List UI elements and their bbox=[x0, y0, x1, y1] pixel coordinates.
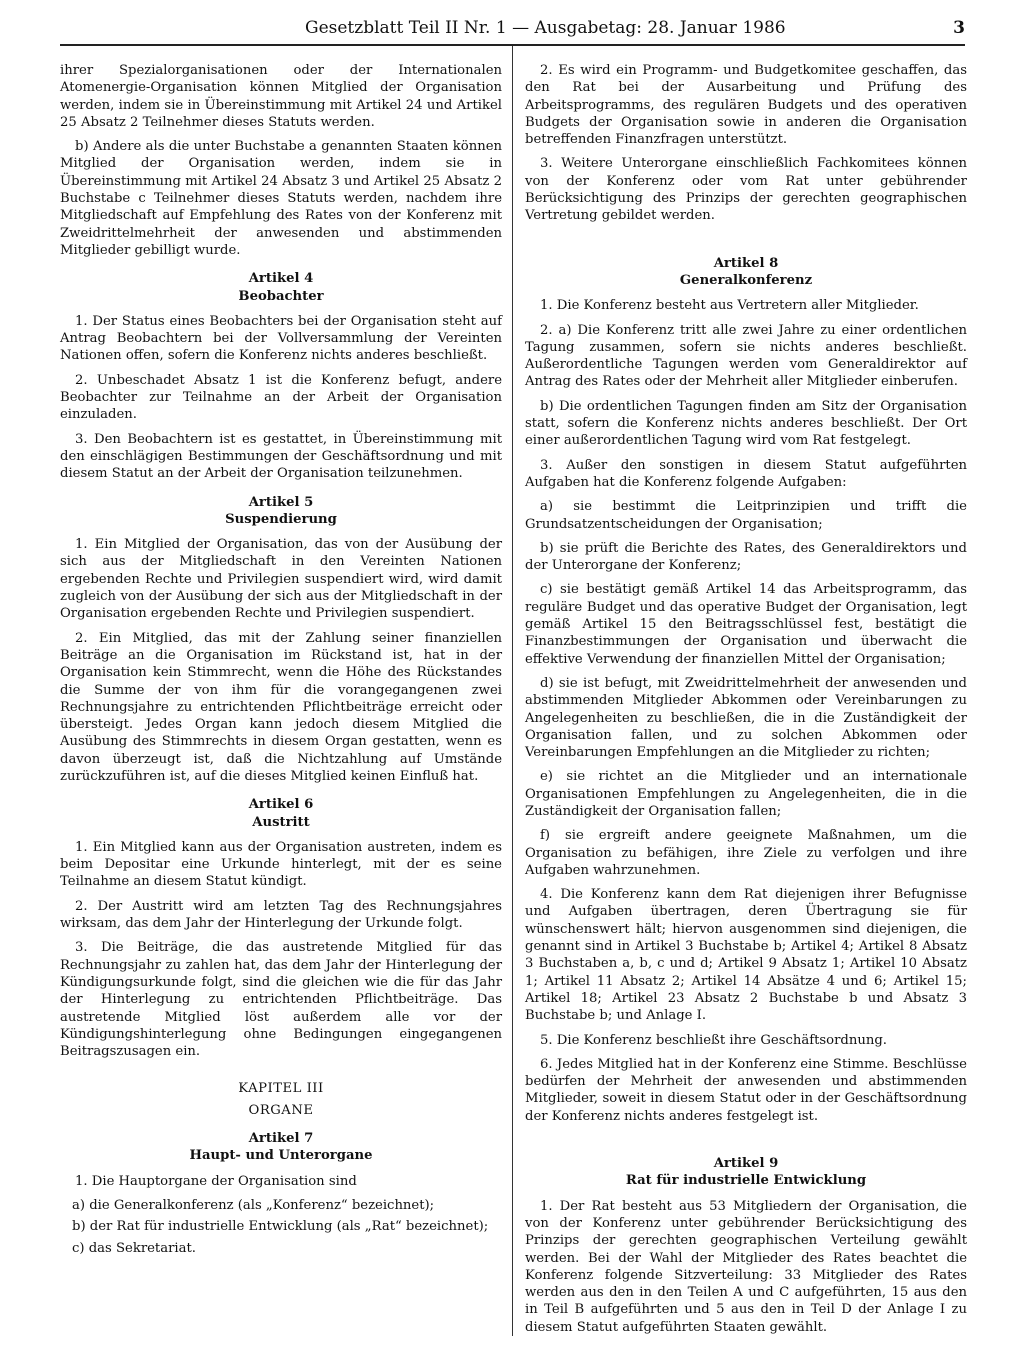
chapter-heading: KAPITEL III bbox=[238, 1081, 324, 1097]
paragraph: f) sie ergreift andere geeignete Maßnahmen, um die Organisation zu befähigen, ihre Ziele zu verfolgen und ihre Aufgaben wahrzunehmen. bbox=[525, 828, 967, 878]
paragraph: 4. Die Konferenz kann dem Rat diejenigen ihrer Befugnisse und Aufgaben übertragen, deren Übertragung sie für wünschenswert hält; hiervon ausgenommen sind diejenigen, die genannt sind in Artikel 3 Buchstabe b; Artikel 4; Artikel 8 Absatz 3 Buchstaben a, b, c und d; Artikel 9 Absatz 1; Artikel 10 Absatz 1; Artikel 11 Absatz 2; Artikel 14 Absätze 4 und 6; Artikel 15; Artikel 18; Artikel 23 Absatz 2 Buchstabe b und Absatz 3 Buchstabe b; und Anlage I. bbox=[525, 887, 967, 1024]
article-title: Beobachter bbox=[238, 288, 324, 304]
article-title: Generalkonferenz bbox=[679, 272, 813, 288]
paragraph: b) Die ordentlichen Tagungen finden am Sitz der Organisation statt, sofern die Konferenz nichts anderes beschließt. Der Ort einer außerordentlichen Tagung wird vom Rat festgelegt. bbox=[525, 398, 967, 449]
article-title: Haupt- und Unterorgane bbox=[189, 1148, 373, 1164]
chapter-title: ORGANE bbox=[248, 1102, 314, 1118]
paragraph: 2. Ein Mitglied, das mit der Zahlung seiner finanziellen Beiträge an die Organisation im Rückstand ist, hat in der Organisation kein Stimmrecht, wenn die Höhe des Rückstandes die Summe der von ihm für die vorangegangenen zwei Rechnungsjahre zu entrichtenden Pflichtbeiträge erreicht oder übersteigt. Jedes Organ kann jedoch diesem Mitglied die Ausübung des Stimmrechts in diesem Organ gestatten, wenn es davon überzeugt ist, daß die Nichtzahlung auf Umstände zurückzuführen ist, auf die dieses Mitglied keinen Einfluß hat. bbox=[60, 630, 502, 784]
article-title: Austritt bbox=[252, 814, 310, 830]
article-heading: Artikel 4 bbox=[248, 271, 314, 287]
paragraph: 1. Die Hauptorgane der Organisation sind bbox=[75, 1173, 357, 1189]
paragraph: a) sie bestimmt die Leitprinzipien und trifft die Grundsatzentscheidungen der Organisation; bbox=[525, 499, 967, 532]
paragraph: c) sie bestätigt gemäß Artikel 14 das Arbeitsprogramm, das reguläre Budget und das operative Budget der Organisation, legt gemäß Artikel 15 den Beitragsschlüssel fest, bestätigt die Finanzbestimmungen der Organisation und überwacht die effektive Verwendung der finanziellen Mittel der Organisation; bbox=[525, 582, 967, 667]
paragraph: 3. Die Beiträge, die das austretende Mitglied für das Rechnungsjahr zu zahlen hat, das dem Jahr der Hinterlegung der Kündigungsurkunde folgt, sind die gleichen wie die für das Jahr der Hinterlegung zu entrichtenden Pflichtbeiträge. Das austretende Mitglied löst außerdem alle vor der Kündigungshinterlegung ohne Bedingungen eingegangenen Beitragszusagen ein. bbox=[60, 940, 502, 1060]
gazette-title: Gesetzblatt Teil II Nr. 1 — Ausgabetag: 28. Januar 1986 bbox=[305, 18, 786, 38]
right-column bbox=[525, 62, 967, 1343]
column-divider bbox=[512, 46, 513, 1336]
article-title: Rat für industrielle Entwicklung bbox=[625, 1173, 867, 1189]
paragraph: e) sie richtet an die Mitglieder und an internationale Organisationen Empfehlungen zu Angelegenheiten, die in die Zuständigkeit der Organisation fallen; bbox=[525, 769, 967, 819]
paragraph: 1. Ein Mitglied der Organisation, das von der Ausübung der sich aus der Mitgliedschaft in den Vereinten Nationen ergebenden Rechte und Privilegien suspendiert wird, wird damit zugleich von der Ausübung der sich aus der Mitgliedschaft in der Organisation ergebenden Rechte und Privilegien suspendiert. bbox=[60, 537, 502, 622]
paragraph: 2. Es wird ein Programm- und Budgetkomitee geschaffen, das den Rat bei der Ausarbeitung und Prüfung des Arbeitsprogramms, des regulären Budgets und des operativen Budgets der Organisation sowie in anderen die Organisation betreffenden Finanzfragen unterstützt. bbox=[525, 63, 967, 148]
list-item: a) die Generalkonferenz (als „Konferenz“ bezeichnet); bbox=[72, 1197, 435, 1213]
paragraph: d) sie ist befugt, mit Zweidrittelmehrheit der anwesenden und abstimmenden Mitglieder Abkommen oder Vereinbarungen zu Angelegenheiten zu beschließen, die in die Zuständigkeit der Organisation fallen, und zu solchen Abkommen oder Vereinbarungen Empfehlungen an die Mitglieder zu richten; bbox=[525, 675, 967, 761]
paragraph: 1. Der Rat besteht aus 53 Mitgliedern der Organisation, die von der Konferenz unter gebührender Berücksichtigung des Prinzips der gerechten geographischen Verteilung gewählt werden. Bei der Wahl der Mitglieder des Rates beachtet die Konferenz folgende Sitzverteilung: 33 Mitglieder des Rates werden aus den in den Teilen A und C aufgeführten, 15 aus den in Teil B aufgeführten und 5 aus den in Teil D der Anlage I zu diesem Statut aufgeführten Staaten gewählt. bbox=[525, 1198, 967, 1335]
article-title: Suspendierung bbox=[225, 511, 337, 527]
paragraph: ihrer Spezialorganisationen oder der Internationalen Atomenergie-Organisation können Mitglied der Organisation werden, indem sie in Übereinstimmung mit Artikel 24 und Artikel 25 Absatz 2 Teilnehmer dieses Statuts werden. bbox=[60, 63, 502, 130]
article-heading: Artikel 8 bbox=[713, 255, 779, 271]
page-header bbox=[60, 18, 965, 42]
left-column bbox=[60, 62, 502, 1261]
paragraph: b) sie prüft die Berichte des Rates, des Generaldirektors und der Unterorgane der Konferenz; bbox=[525, 540, 967, 574]
paragraph: 1. Der Status eines Beobachters bei der Organisation steht auf Antrag Beobachtern bei der Vollversammlung der Vereinten Nationen offen, sofern die Konferenz nichts anderes beschließt. bbox=[60, 313, 502, 364]
paragraph: 3. Den Beobachtern ist es gestattet, in Übereinstimmung mit den einschlägigen Bestimmungen der Geschäftsordnung und mit diesem Statut an der Arbeit der Organisation teilzunehmen. bbox=[60, 431, 502, 482]
paragraph: 2. Der Austritt wird am letzten Tag des Rechnungsjahres wirksam, das dem Jahr der Hinterlegung der Urkunde folgt. bbox=[60, 898, 502, 932]
paragraph: 1. Die Konferenz besteht aus Vertretern aller Mitglieder. bbox=[540, 298, 919, 314]
list-item: b) der Rat für industrielle Entwicklung (als „Rat“ bezeichnet); bbox=[72, 1219, 489, 1235]
paragraph: 2. a) Die Konferenz tritt alle zwei Jahre zu einer ordentlichen Tagung zusammen, sofern sie nichts anderes beschließt. Außerordentliche Tagungen werden vom Generaldirektor auf Antrag des Rates oder der Mehrheit aller Mitglieder einberufen. bbox=[525, 322, 967, 390]
article-heading: Artikel 7 bbox=[248, 1131, 314, 1147]
paragraph: 6. Jedes Mitglied hat in der Konferenz eine Stimme. Beschlüsse bedürfen der Mehrheit der anwesenden und abstimmenden Mitglieder, soweit in diesem Statut oder in der Geschäftsordnung der Konferenz nichts anderes festgelegt ist. bbox=[525, 1056, 967, 1124]
paragraph: 1. Ein Mitglied kann aus der Organisation austreten, indem es beim Depositar eine Urkunde hinterlegt, mit der es seine Teilnahme an diesem Statut kündigt. bbox=[60, 839, 502, 890]
list-item: c) das Sekretariat. bbox=[72, 1240, 196, 1256]
page-number: 3 bbox=[953, 18, 965, 38]
paragraph: b) Andere als die unter Buchstabe a genannten Staaten können Mitglied der Organisation werden, indem sie in Übereinstimmung mit Artikel 24 Absatz 3 und Artikel 25 Absatz 2 Buchstabe c Teilnehmer dieses Statuts werden, nachdem ihre Mitgliedschaft auf Empfehlung des Rates von der Konferenz mit Zweidrittelmehrheit der anwesenden und abstimmenden Mitglieder gebilligt wurde. bbox=[60, 139, 502, 258]
article-heading: Artikel 6 bbox=[248, 797, 314, 813]
paragraph: 2. Unbeschadet Absatz 1 ist die Konferenz befugt, andere Beobachter zur Teilnahme an der Arbeit der Organisation einzuladen. bbox=[60, 372, 502, 423]
paragraph: 5. Die Konferenz beschließt ihre Geschäftsordnung. bbox=[540, 1032, 887, 1048]
article-heading: Artikel 5 bbox=[248, 494, 314, 510]
paragraph: 3. Weitere Unterorgane einschließlich Fachkomitees können von der Konferenz oder vom Rat unter gebührender Berücksichtigung des Prinzips der gerechten geographischen Vertretung gebildet werden. bbox=[525, 156, 967, 224]
article-heading: Artikel 9 bbox=[713, 1156, 779, 1172]
paragraph: 3. Außer den sonstigen in diesem Statut aufgeführten Aufgaben hat die Konferenz folgende Aufgaben: bbox=[525, 457, 967, 490]
